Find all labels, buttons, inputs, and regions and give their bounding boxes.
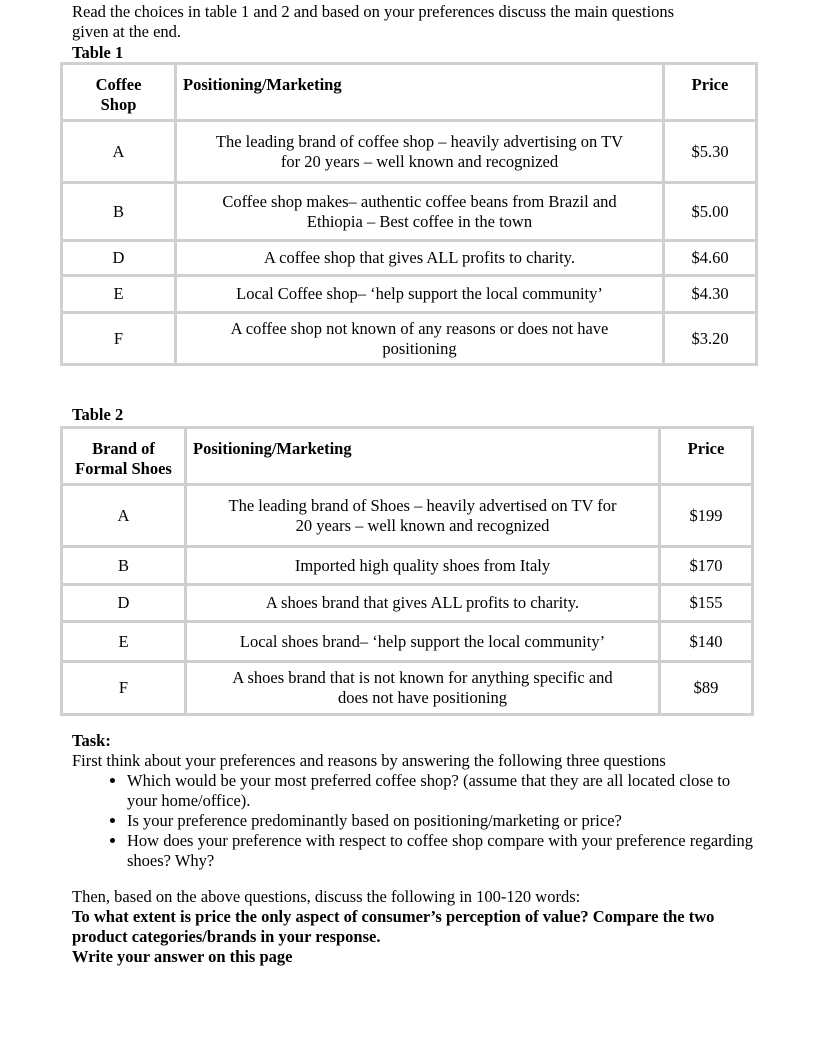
row-price: $89 [658, 660, 754, 716]
table-row [60, 239, 758, 274]
table-header-row [60, 426, 754, 483]
row-id: D [60, 583, 184, 620]
coffee-shop-table [60, 62, 758, 366]
row-id: D [60, 239, 174, 274]
table-row [60, 620, 754, 660]
table-row [60, 545, 754, 583]
row-positioning [174, 119, 662, 181]
table-header-row [60, 62, 758, 119]
row-positioning: Local shoes brand– ‘help support the local community’ [184, 620, 658, 660]
cell-text: Ethiopia – Best coffee in the town [306, 211, 533, 231]
row-price: $155 [658, 583, 754, 620]
row-price: $140 [658, 620, 754, 660]
list-item: • Which would be your most preferred coffee shop? (assume that they are all located close to your home/office). [127, 771, 772, 811]
table1-label: Table 1 [72, 43, 124, 62]
header-brand-formal-shoes [60, 426, 184, 483]
row-id: A [60, 119, 174, 181]
row-positioning: Imported high quality shoes from Italy [184, 545, 658, 583]
essay-question: To what extent is price the only aspect of consumer’s perception of value? Compare the two product categories/brands in your response. [72, 907, 715, 946]
row-price: $5.00 [662, 181, 758, 239]
row-positioning: Local Coffee shop– ‘help support the local community’ [174, 274, 662, 311]
row-id: B [60, 181, 174, 239]
table-row [60, 583, 754, 620]
cell-text: The leading brand of Shoes – heavily advertised on TV for [228, 495, 617, 515]
header-coffee-shop [60, 62, 174, 119]
intro-line-2: given at the end. [72, 22, 182, 41]
header-positioning: Positioning/Marketing [174, 62, 662, 119]
table-row [60, 181, 758, 239]
row-positioning: A shoes brand that gives ALL profits to charity. [184, 583, 658, 620]
task-title: Task: [72, 731, 111, 750]
task-section [72, 731, 772, 967]
header-price: Price [658, 426, 754, 483]
task-instructions: Then, based on the above questions, discuss the following in 100-120 words: [72, 887, 581, 906]
intro-line-1: Read the choices in table 1 and 2 and based on your preferences discuss the main questions [72, 2, 675, 21]
row-price: $3.20 [662, 311, 758, 366]
row-price: $199 [658, 483, 754, 545]
header-text: Formal Shoes [75, 459, 172, 478]
table2-label: Table 2 [72, 405, 124, 424]
write-instruction: Write your answer on this page [72, 947, 293, 966]
row-positioning [174, 311, 662, 366]
header-text: Brand of [92, 439, 155, 458]
table-row [60, 660, 754, 716]
row-positioning [184, 660, 658, 716]
row-price: $5.30 [662, 119, 758, 181]
intro-text [72, 2, 772, 42]
cell-text: positioning [382, 338, 457, 358]
row-positioning: A coffee shop that gives ALL profits to charity. [174, 239, 662, 274]
row-price: $170 [658, 545, 754, 583]
header-price: Price [662, 62, 758, 119]
cell-text: Coffee shop makes– authentic coffee beans from Brazil and [222, 191, 617, 211]
cell-text: The leading brand of coffee shop – heavily advertising on TV [215, 131, 624, 151]
formal-shoes-table [60, 426, 754, 716]
row-positioning [174, 181, 662, 239]
list-item: • How does your preference with respect to coffee shop compare with your preference regarding shoes? Why? [127, 831, 772, 871]
row-price: $4.30 [662, 274, 758, 311]
row-price: $4.60 [662, 239, 758, 274]
row-positioning [184, 483, 658, 545]
row-id: E [60, 274, 174, 311]
cell-text: does not have positioning [337, 688, 508, 707]
row-id: A [60, 483, 184, 545]
cell-text: A shoes brand that is not known for anything specific and [232, 668, 613, 687]
table-row [60, 483, 754, 545]
header-positioning: Positioning/Marketing [184, 426, 658, 483]
cell-text: A coffee shop not known of any reasons or does not have [230, 318, 609, 338]
row-id: B [60, 545, 184, 583]
table-row [60, 119, 758, 181]
list-item: • Is your preference predominantly based on positioning/marketing or price? [127, 811, 772, 831]
table-row [60, 311, 758, 366]
row-id: E [60, 620, 184, 660]
row-id: F [60, 660, 184, 716]
task-lead: First think about your preferences and reasons by answering the following three questions [72, 751, 666, 770]
header-text: Shop [100, 95, 137, 114]
cell-text: for 20 years – well known and recognized [280, 151, 559, 171]
header-text: Coffee [95, 75, 142, 94]
table-row [60, 274, 758, 311]
cell-text: 20 years – well known and recognized [295, 515, 550, 535]
question-list [72, 771, 772, 871]
row-id: F [60, 311, 174, 366]
